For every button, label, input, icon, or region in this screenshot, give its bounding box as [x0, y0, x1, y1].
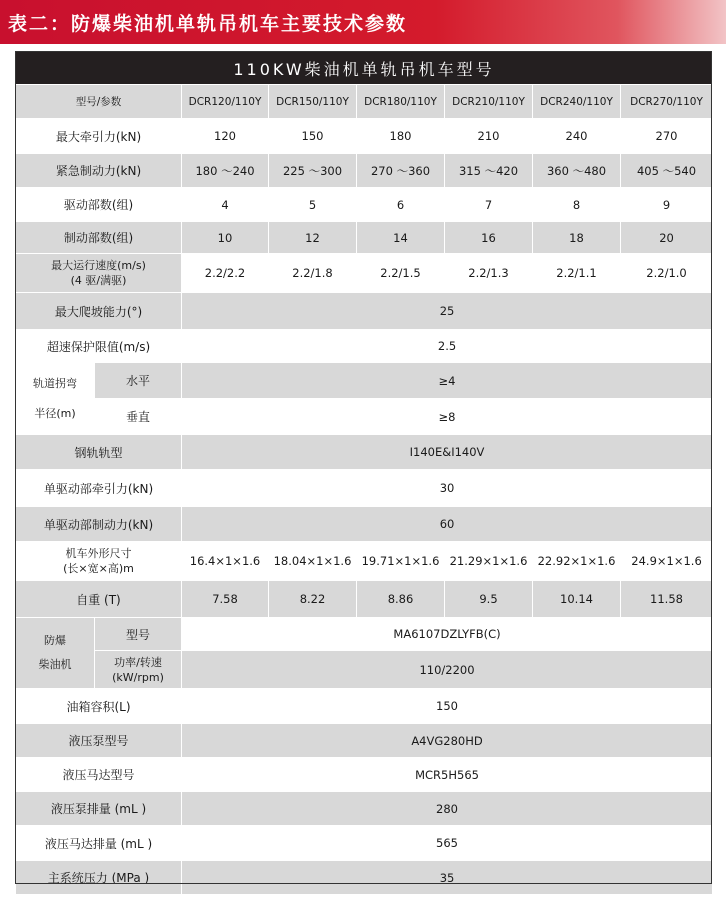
table-row [16, 689, 713, 724]
table-row [16, 542, 713, 581]
cell: 2.5 [182, 330, 713, 363]
cell: 565 [182, 826, 713, 861]
table-row [16, 581, 713, 618]
row-label [16, 254, 182, 293]
table-row [16, 435, 713, 470]
row-label: 液压马达型号 [16, 758, 182, 792]
cell: 60 [182, 507, 713, 542]
model-header-row [16, 85, 713, 119]
cell: 7 [445, 188, 533, 222]
spec-table [15, 51, 713, 895]
model-header: DCR270/110Y [621, 85, 713, 119]
row-label: 最大牵引力(kN) [16, 119, 182, 154]
row-label: 单驱动部制动力(kN) [16, 507, 182, 542]
cell: 9 [621, 188, 713, 222]
row-label: 制动部数(组) [16, 222, 182, 254]
cell: 240 [533, 119, 621, 154]
cell: 25 [182, 293, 713, 330]
row-label: 最大爬坡能力(°) [16, 293, 182, 330]
cell: 35 [182, 861, 713, 895]
cell: 5 [269, 188, 357, 222]
row-label [16, 363, 95, 435]
cell: 10.14 [533, 581, 621, 618]
cell: 180 ～240 [182, 154, 269, 188]
table-row [16, 792, 713, 826]
row-label: 超速保护限值(m/s) [16, 330, 182, 363]
row-label [16, 542, 182, 581]
row-label: 驱动部数(组) [16, 188, 182, 222]
row-label-line: 柴油机 [38, 658, 72, 671]
cell: 2.2/1.8 [269, 254, 357, 293]
cell: 270 ～360 [357, 154, 445, 188]
cell: 270 [621, 119, 713, 154]
cell: 2.2/2.2 [182, 254, 269, 293]
page-title: 表二：防爆柴油机单轨吊机车主要技术参数 [8, 13, 408, 35]
table-row [16, 507, 713, 542]
cell: 120 [182, 119, 269, 154]
cell: 24.9×1×1.6 [621, 542, 713, 581]
cell: 11.58 [621, 581, 713, 618]
cell: 280 [182, 792, 713, 826]
table-row [16, 154, 713, 188]
row-label: 液压马达排量 (mL ) [16, 826, 182, 861]
cell: 6 [357, 188, 445, 222]
row-label: 油箱容积(L) [16, 689, 182, 724]
cell: 8 [533, 188, 621, 222]
cell: 10 [182, 222, 269, 254]
row-label: 单驱动部牵引力(kN) [16, 470, 182, 507]
cell: 7.58 [182, 581, 269, 618]
cell: 19.71×1×1.6 [357, 542, 445, 581]
table-row [16, 861, 713, 895]
spec-table-container [15, 51, 712, 895]
table-row [16, 363, 713, 399]
cell: 2.2/1.1 [533, 254, 621, 293]
cell: 14 [357, 222, 445, 254]
cell: 225 ～300 [269, 154, 357, 188]
cell: 180 [357, 119, 445, 154]
sub-label: 垂直 [95, 399, 182, 435]
cell: 16.4×1×1.6 [182, 542, 269, 581]
row-label-line: (4 驱/满驱) [70, 274, 127, 287]
table-row [16, 470, 713, 507]
cell: 9.5 [445, 581, 533, 618]
table-row [16, 188, 713, 222]
row-label: 液压泵型号 [16, 724, 182, 758]
cell: A4VG280HD [182, 724, 713, 758]
row-label-line: 功率/转速 [114, 655, 162, 669]
cell: 210 [445, 119, 533, 154]
table-row [16, 826, 713, 861]
cell: 315 ～420 [445, 154, 533, 188]
row-label: 液压泵排量 (mL ) [16, 792, 182, 826]
cell: 4 [182, 188, 269, 222]
row-label-line: 防爆 [44, 634, 66, 647]
cell: 8.22 [269, 581, 357, 618]
cell: 12 [269, 222, 357, 254]
cell: 16 [445, 222, 533, 254]
row-label: 自重 (T) [16, 581, 182, 618]
row-label: 紧急制动力(kN) [16, 154, 182, 188]
cell: 360 ～480 [533, 154, 621, 188]
cell: 30 [182, 470, 713, 507]
row-label-line: (长×宽×高)m [63, 562, 134, 575]
cell: 110/2200 [182, 651, 713, 689]
table-row [16, 724, 713, 758]
model-header: DCR150/110Y [269, 85, 357, 119]
cell: 20 [621, 222, 713, 254]
table-row [16, 254, 713, 293]
cell: MCR5H565 [182, 758, 713, 792]
cell: 405 ～540 [621, 154, 713, 188]
table-title: 110KW柴油机单轨吊机车型号 [16, 52, 713, 85]
row-label-line: (kW/rpm) [112, 670, 164, 684]
cell: 2.2/1.3 [445, 254, 533, 293]
cell: ≥8 [182, 399, 713, 435]
cell: 21.29×1×1.6 [445, 542, 533, 581]
cell: 150 [182, 689, 713, 724]
sub-label: 水平 [95, 363, 182, 399]
table-row [16, 119, 713, 154]
table-row [16, 651, 713, 689]
title-bar [0, 0, 726, 44]
table-row [16, 330, 713, 363]
row-label: 主系统压力 (MPa ) [16, 861, 182, 895]
cell: MA6107DZLYFB(C) [182, 618, 713, 651]
row-label [16, 618, 95, 689]
cell: ≥4 [182, 363, 713, 399]
table-row [16, 293, 713, 330]
cell: 22.92×1×1.6 [533, 542, 621, 581]
cell: 18 [533, 222, 621, 254]
table-row [16, 222, 713, 254]
model-header: DCR120/110Y [182, 85, 269, 119]
row-label-line: 半径(m) [34, 406, 76, 420]
model-header: DCR210/110Y [445, 85, 533, 119]
cell: 150 [269, 119, 357, 154]
models-label: 型号/参数 [16, 85, 182, 119]
cell: 8.86 [357, 581, 445, 618]
table-row [16, 758, 713, 792]
model-header: DCR180/110Y [357, 85, 445, 119]
row-label-line: 轨道拐弯 [33, 376, 77, 390]
row-label: 钢轨轨型 [16, 435, 182, 470]
sub-label [95, 651, 182, 689]
cell: 2.2/1.5 [357, 254, 445, 293]
cell: 18.04×1×1.6 [269, 542, 357, 581]
cell: I140E&I140V [182, 435, 713, 470]
cell: 2.2/1.0 [621, 254, 713, 293]
table-row [16, 618, 713, 651]
sub-label: 型号 [95, 618, 182, 651]
model-header: DCR240/110Y [533, 85, 621, 119]
row-label-line: 最大运行速度(m/s) [51, 259, 146, 272]
row-label-line: 机车外形尺寸 [65, 547, 132, 560]
table-row [16, 399, 713, 435]
